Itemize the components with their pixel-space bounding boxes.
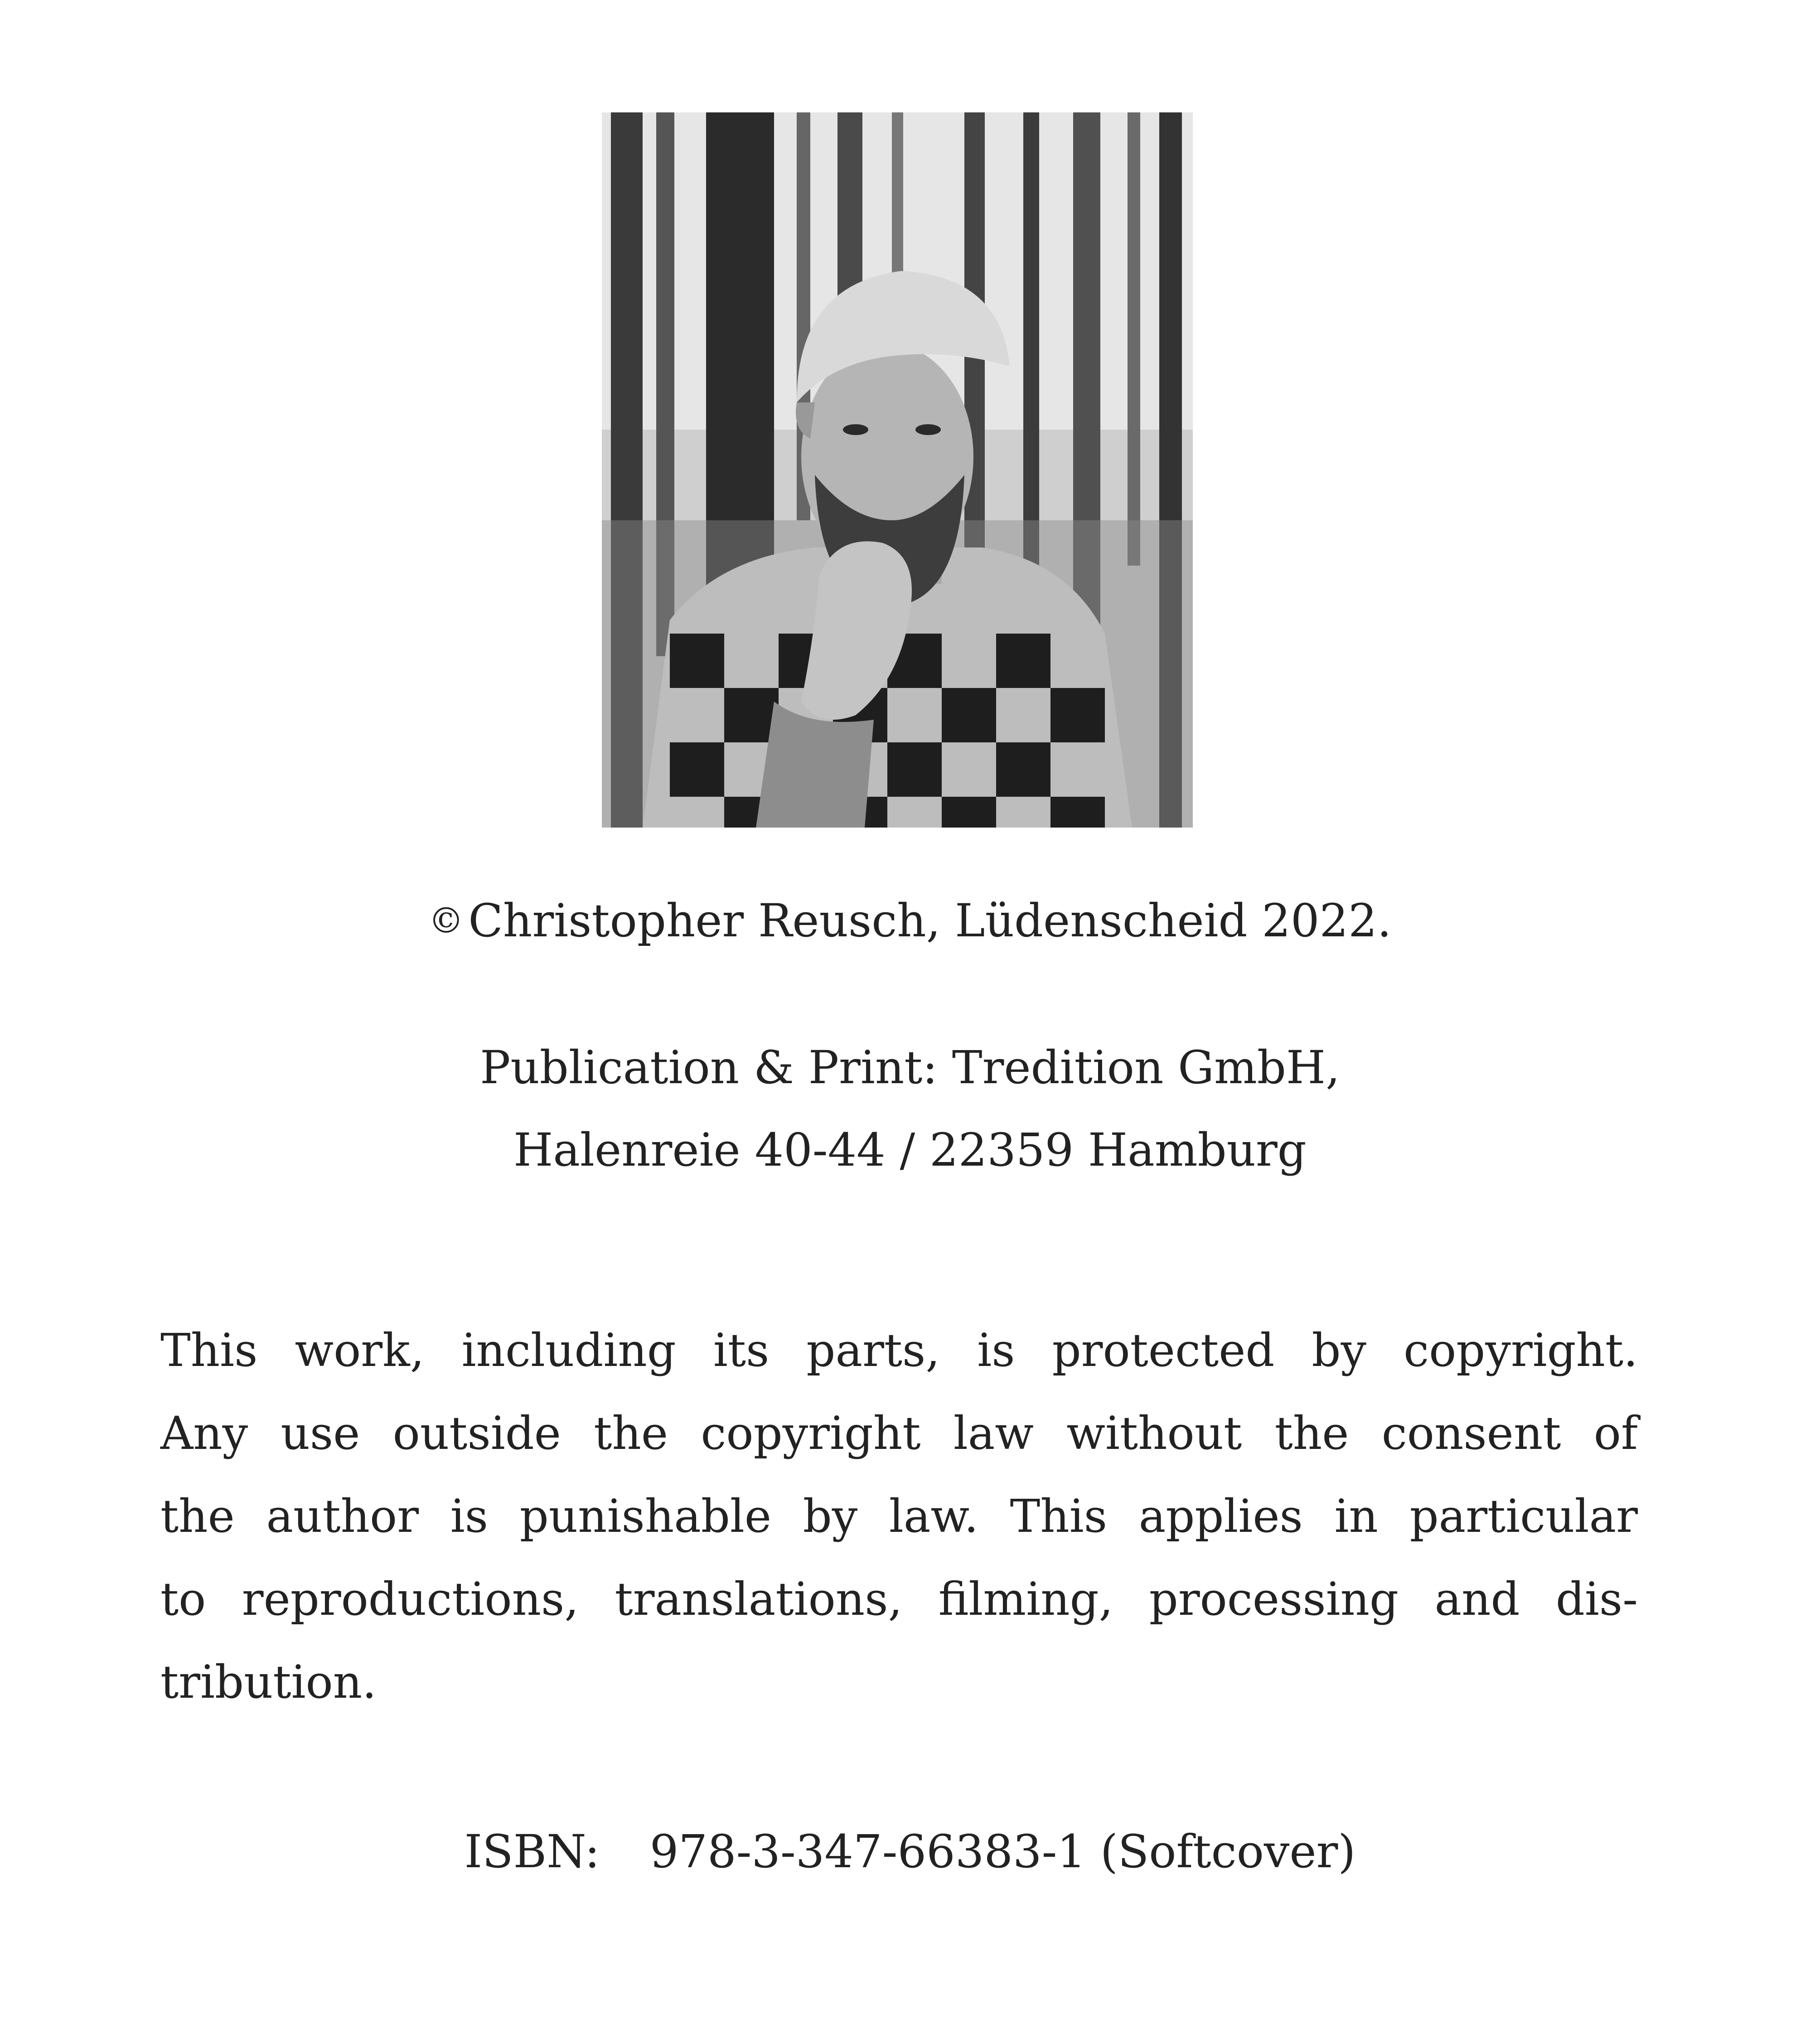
notice-line: Any use outside the copyright law without the consent of xyxy=(160,1407,1638,1460)
publisher-line: Publication & Print: Tredition GmbH, xyxy=(480,1041,1340,1094)
copyright-symbol: © xyxy=(428,901,464,941)
author-photo xyxy=(602,112,1193,828)
publisher-address: Halenreie 40-44 / 22359 Hamburg xyxy=(513,1124,1307,1177)
isbn-label: ISBN: xyxy=(464,1825,600,1878)
isbn-line xyxy=(0,1825,1820,1879)
copyright-line xyxy=(0,894,1820,948)
author-portrait-icon xyxy=(602,112,1193,828)
notice-line: tribution. xyxy=(160,1656,377,1709)
notice-line: This work, including its parts, is protected by copyright. xyxy=(160,1324,1638,1377)
copyright-notice xyxy=(160,1309,1638,1724)
isbn-number: 978-3-347-66383-1 (Softcover) xyxy=(649,1825,1356,1878)
copyright-text: Christopher Reusch, Lüdenscheid 2022. xyxy=(468,894,1392,947)
notice-line: the author is punishable by law. This applies in particular xyxy=(160,1490,1638,1543)
notice-line: to reproductions, translations, filming, processing and dis- xyxy=(160,1573,1638,1626)
